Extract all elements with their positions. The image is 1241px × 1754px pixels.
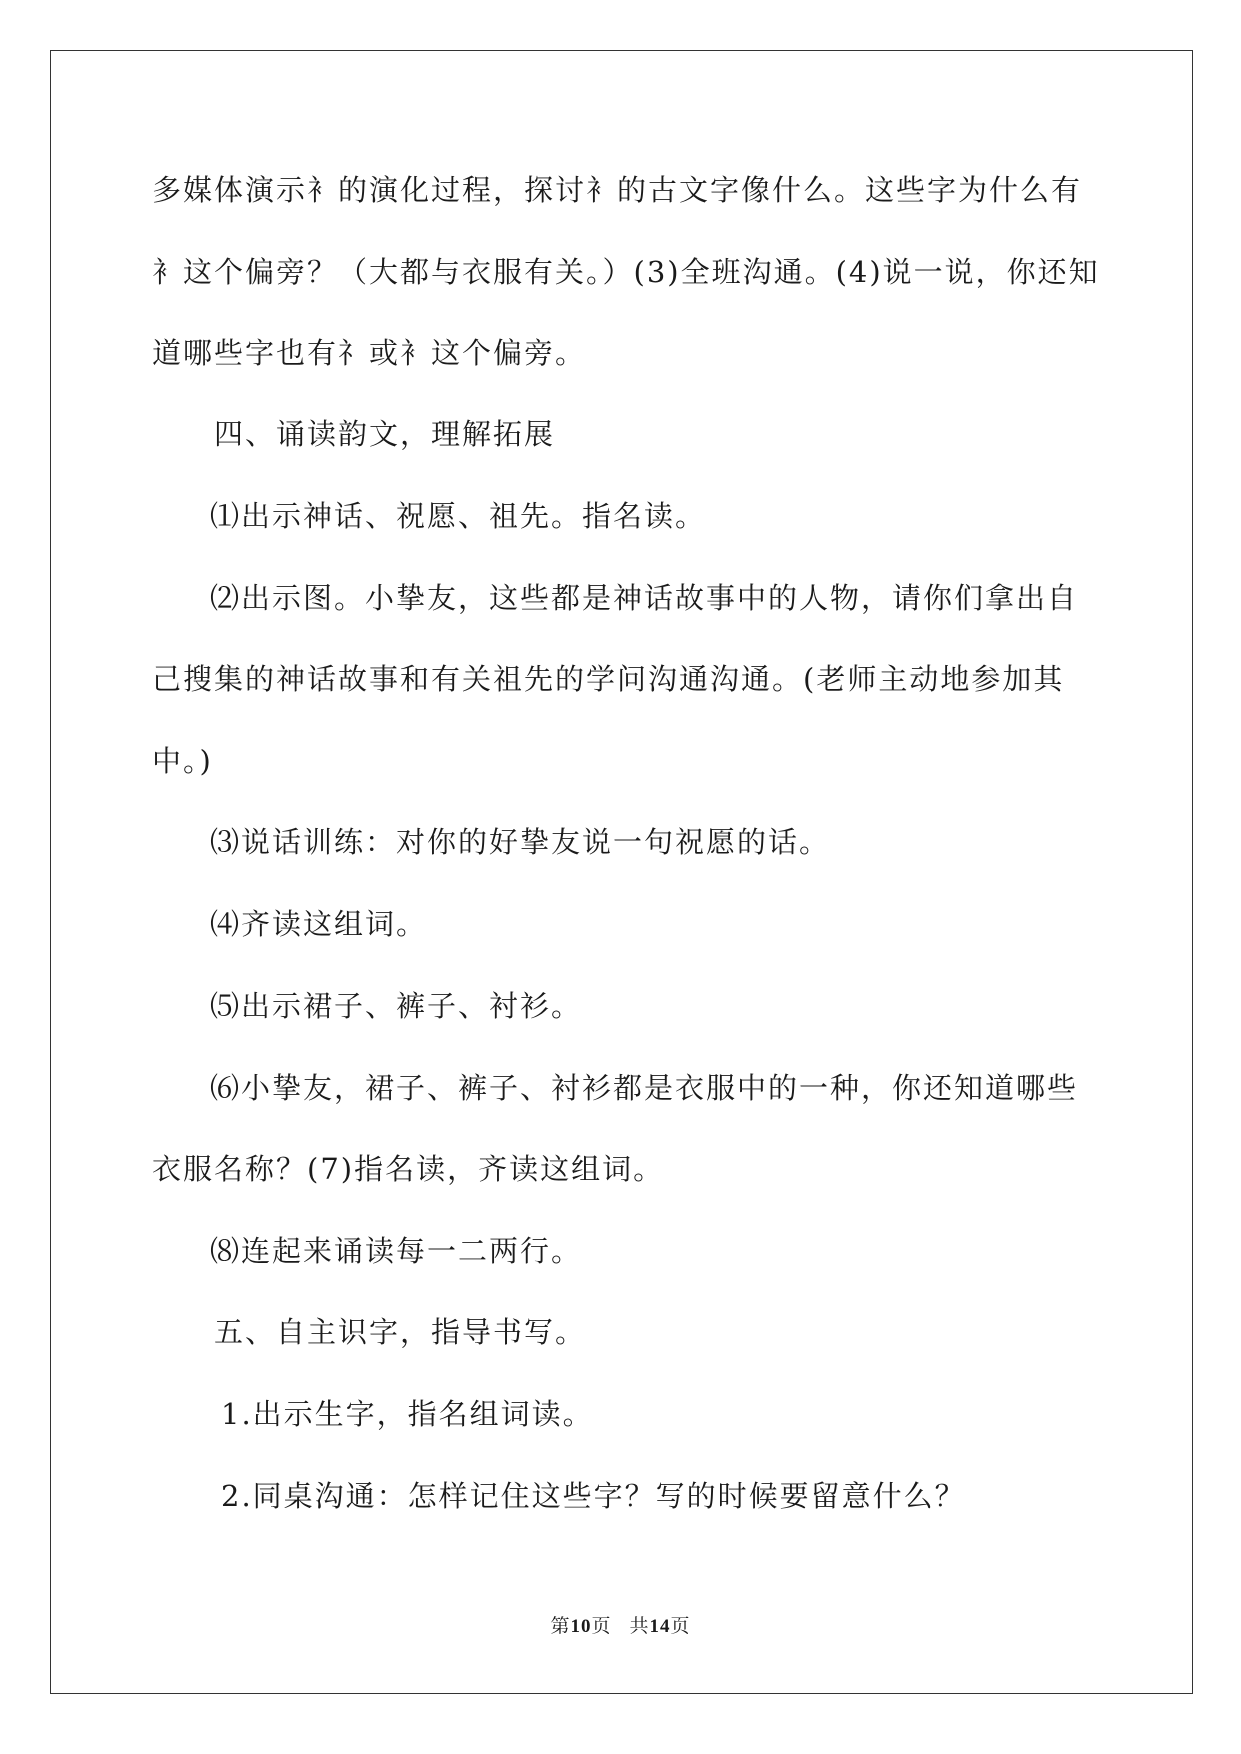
page-footer [0, 1614, 1241, 1639]
section-heading-4: 四、诵读韵文，理解拓展 [214, 417, 556, 451]
footer-prefix: 第 [550, 1615, 571, 1637]
footer-total-prefix: 共 [629, 1615, 650, 1637]
text-line-8: 中。) [152, 744, 213, 778]
text-line-13: 衣服名称？(7)指名读，齐读这组词。 [152, 1152, 665, 1186]
text-line-10: ⑷齐读这组词。 [210, 907, 428, 941]
text-line-17: 2.同桌沟通：怎样记住这些字？写的时候要留意什么？ [221, 1479, 966, 1513]
footer-total-pages: 14 [649, 1616, 671, 1637]
text-line-6: ⑵出示图。小挚友，这些都是神话故事中的人物，请你们拿出自 [210, 581, 1079, 615]
text-line-3: 道哪些字也有礻或衤这个偏旁。 [152, 336, 587, 370]
footer-page-suffix: 页 [591, 1615, 612, 1637]
page-border [50, 50, 1193, 1694]
section-heading-5: 五、自主识字，指导书写。 [214, 1315, 587, 1349]
text-line-2: 衤这个偏旁？（大都与衣服有关。）(3)全班沟通。(4)说一说，你还知 [152, 255, 1100, 289]
text-line-7: 己搜集的神话故事和有关祖先的学问沟通沟通。(老师主动地参加其 [152, 662, 1065, 696]
text-line-11: ⑸出示裙子、裤子、衬衫。 [210, 989, 583, 1023]
text-line-1: 多媒体演示衤的演化过程，探讨衤的古文字像什么。这些字为什么有 [152, 173, 1083, 207]
text-line-12: ⑹小挚友，裙子、裤子、衬衫都是衣服中的一种，你还知道哪些 [210, 1071, 1079, 1105]
text-line-16: 1.出示生字，指名组词读。 [221, 1397, 594, 1431]
text-line-9: ⑶说话训练：对你的好挚友说一句祝愿的话。 [210, 825, 831, 859]
text-line-5: ⑴出示神话、祝愿、祖先。指名读。 [210, 499, 707, 533]
text-line-14: ⑻连起来诵读每一二两行。 [210, 1234, 583, 1268]
footer-page-number: 10 [570, 1616, 592, 1637]
footer-total-suffix: 页 [670, 1615, 691, 1637]
